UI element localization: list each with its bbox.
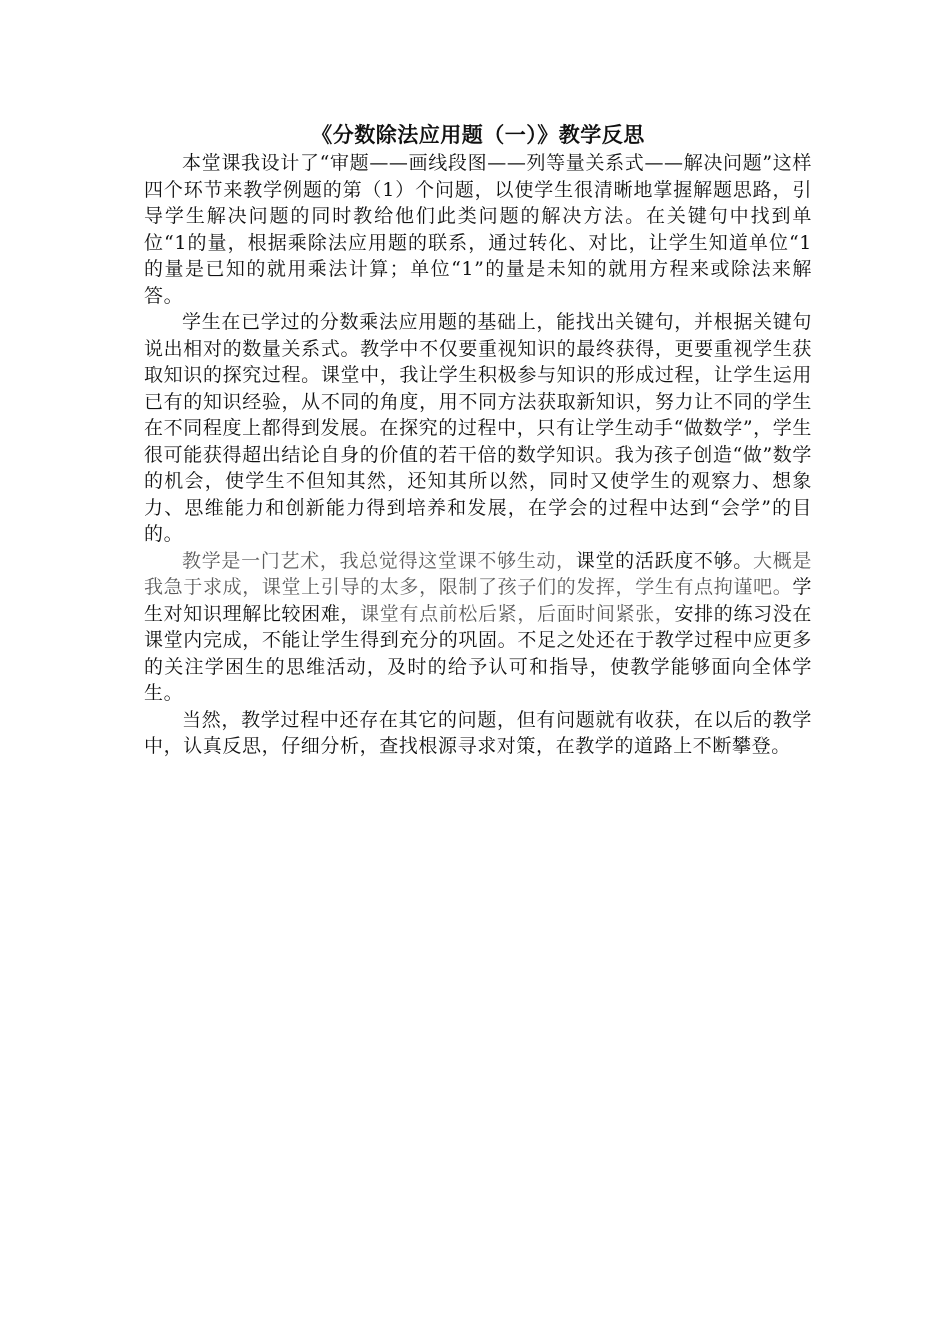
paragraph-3-text-e: 课堂有点前松后紧，后面时间紧张，: [360, 602, 675, 625]
paragraph-3-text-c: 大概是我急于求成，课堂上引导的太多，限制了孩子们的发挥，学生有点拘谨吧。: [144, 549, 812, 598]
paragraph-2: [144, 309, 812, 548]
paragraph-3: [144, 548, 812, 707]
paragraph-3-text-d: 学生对知识理解比较困难，: [144, 576, 812, 625]
paragraph-4: [144, 707, 812, 760]
document-title: 《分数除法应用题（一）》教学反思: [311, 122, 645, 147]
document-body: [144, 120, 812, 760]
paragraph-2-text: 学生在已学过的分数乘法应用题的基础上，能找出关键句，并根据关键句说出相对的数量关系式。教学中不仅要重视知识的最终获得，更要重视学生获取知识的探究过程。课堂中，我让学生积极参与知识的形成过程，让学生运用已有的知识经验，从不同的角度，用不同方法获取新知识，努力让不同的学生在不同程度上都得到发展。在探究的过程中，只有让学生动手“做数学”，学生很可能获得超出结论自身的价值的若干倍的数学知识。我为孩子创造“做”数学的机会，使学生不但知其然，还知其所以然，同时又使学生的观察力、想象力、思维能力和创新能力得到培养和发展，在学会的过程中达到“会学”的目的。: [144, 311, 812, 545]
paragraph-1: [144, 150, 812, 309]
paragraph-4-text: 当然，教学过程中还存在其它的问题，但有问题就有收获，在以后的教学中，认真反思，仔细分析，查找根源寻求对策，在教学的道路上不断攀登。: [144, 708, 812, 757]
paragraph-1-text: 本堂课我设计了“审题——画线段图——列等量关系式——解决问题”这样四个环节来教学例题的第（1）个问题，以使学生很清晰地掌握解题思路，引导学生解决问题的同时教给他们此类问题的解决方法。在关键句中找到单位“1的量，根据乘除法应用题的联系，通过转化、对比，让学生知道单位“1的量是已知的就用乘法计算；单位“1”的量是未知的就用方程来或除法来解答。: [144, 152, 812, 307]
paragraph-3-text-b: 课堂的活跃度不够。: [575, 549, 754, 572]
paragraph-3-text-f: 安排的练习没在课堂内完成，不能让学生得到充分的巩固。不足之处还在于教学过程中应更多的关注学困生的思维活动，及时的给予认可和指导，使教学能够面向全体学生。: [144, 602, 813, 704]
paragraph-3-text-a: 教学是一门艺术，我总觉得这堂课不够生动，: [182, 549, 576, 572]
